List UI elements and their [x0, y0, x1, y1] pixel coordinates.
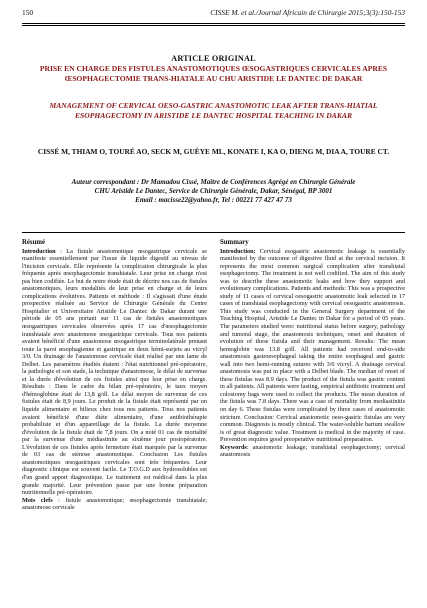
- correspondence-contact: Email : macisse22@yahoo.fr, Tel : 00221 77 427 47 73: [135, 196, 292, 204]
- summary-heading: Summary: [220, 239, 249, 246]
- correspondence-author: Auteur correspondant : Dr Mamadou Cissé, Maître de Conférences Agrégé en Chirurgie Générale: [71, 178, 356, 186]
- title-english: MANAGEMENT OF CERVICAL OESO-GASTRIC ANASTOMOTIC LEAK AFTER TRANS-HIATIAL ESOPHAGECTOMY IN ARISTIDE LE DANTEC HOSPITAL TEACHING IN DAKAR: [49, 101, 378, 120]
- correspondence-address: CHU Aristide Le Dantec, Service de Chirurgie Générale, Dakar, Sénégal, BP 3001: [94, 187, 333, 195]
- header-rule-bottom: [22, 25, 405, 26]
- summary-text: Cervical esogastric anastomotic leakage is essentially manifested by the outcome of digestive fluid at the cervical incision. It represents the most common surgical complication after transhiatal esophagectomy. The treatment is not well codified. The aim of this study was to describe these anastomotic leaks and how they support and evolutionary complications. Patients and methods: This was a prospective study of 11 cases of cervical oesogastric anastomotic leak selected in 17 cases of transhiatal esophagectomy with cervical oesogastric anastomosis. This study was conducted in the General Surgery department of the Teaching Hospital, Aristide Le Dantec in Dakar for a period of 05 years. The parameters studied were: nutritional status before surgery, pathology and tumoral stage, the anastomosis techniques, onset and duration of evolution of these fistula and their management. Results: The mean hemoglobin was 13.8 g/dl. All patients had received end-to-side anastomosis gastroesophageal taking the entire esophageal and gastric wall into two hemi-running sutures with 3/0 vicryl. A drainage cervical anastomosis was put in place with a Delbet blade. The median of onset of these fistulas was 8.9 days. The product of the fistula was gastric content in all patients. All patients were fasting, empirical antibiotic treatment and colostomy bags were used to collect the products. The mean duration of the fistula was 7.8 days. There was a case of mortality from mediastinitis on day 6. These fistulas were complicated by three cases of anastomotic stricture. Conclusion: Cervical anastomotic oeso-gastric fistulas are very common. Diagnosis is mostly clinical. The water-soluble barium swallow is of great diagnostic value. Treatment is medical in the majority of case. Prevention requires good preoperative nutritional preparation.: [220, 247, 405, 444]
- correspondence-block: [22, 178, 405, 205]
- summary-body: [220, 248, 405, 444]
- article-type: ARTICLE ORIGINAL: [171, 54, 256, 63]
- resume-heading: Résumé: [22, 239, 46, 246]
- section-divider: [22, 232, 405, 233]
- resume-text: : La fistule anastomotique œsogastrique cervicale se manifeste essentiellement par l'issue de liquide digestif au niveau de l'incision cervicale. Elle représente la complication chirurgicale la plus fréquente après œsophagectomie transhiatale. Leur prise en charge n'est pas bien codifiée. Le but de notre étude était de décrire nos cas de fistules anastomotiques, leurs modalités de leur prise en charge et de leurs complications évolutives. Patients et méthode : Il s'agissait d'une étude prospective réalisée au Service de Chirurgie Générale du Centre Hospitalier et Universitaire Aristide Le Dantec de Dakar durant une période de 05 ans portant sur 11 cas de fistules anastomotiques œsogastriques cervicales observées après 17 cas d'œsophagectomie transhiatale avec anastomose œsogastrique cervicale. Tous nos patients avaient bénéficié d'une anastomose œsogastrique terminolatérale prenant toute la paroi œsophagienne et gastrique en deux hémi-surjets au vicryl 3/0. Un drainage de l'anastomose cervicale était réalisé par une lame de Delbet. Les paramètres étudiés étaient : l'état nutritionnel pré-opératoire, la pathologie et son stade, la technique d'anastomose, le délai de survenue et la durée d'évolution de ces fistules ainsi que leur prise en charge. Résultats : Dans le cadre du bilan pré-opératoire, le taux moyen d'hémoglobine était de 13,8 g/dl. Le délai moyen de survenue de ces fistules était de 8,9 jours. Le produit de la fistule était représenté par un liquide alimentaire et bilieux chez tous nos patients. Tous nos patients avaient bénéficié d'une diète alimentaire, d'une antibiothérapie probabiliste et d'un appareillage de la fistule. La durée moyenne d'évolution de la fistule était de 7,8 jours. On a noté 01 cas de mortalité par la survenue d'une médiastinite au sixième jour postopératoire. L'évolution de ces fistules après fermeture était marquée par la survenue de 03 cas de sténose anastomotique. Conclusion Les fistules anastomotiques œsogastriques cervicales sont très fréquentes. Leur diagnostic clinique est souvent facile. Le T.O.G.D aux hydrosolubles est d'un grand apport diagnostique. Le traitement est médical dans la plus grande majorité. Leur prévention passe par une bonne préparation nutritionnelle pré-opératoire.: [22, 247, 207, 497]
- abstract-columns: [22, 239, 405, 604]
- resume-keywords-text: : fistule anastomotique; œsophagectomie transhiatale; anastomose cervicale: [22, 496, 207, 512]
- summary-keywords: [220, 444, 405, 459]
- header-rule-top: [22, 23, 405, 24]
- summary-keywords-label: Keywords: [220, 443, 247, 451]
- resume-keywords-label: Mots clefs: [22, 496, 53, 504]
- summary-intro-label: Introduction:: [220, 247, 256, 255]
- resume-intro-label: Introduction: [22, 247, 56, 255]
- resume-keywords: [22, 497, 207, 512]
- page-number: 150: [22, 8, 34, 17]
- resume-body: [22, 248, 207, 497]
- resume-column: [22, 239, 207, 512]
- summary-keywords-text: : anastomotic leakage; transhiatal esophagectomy; cervical anastomosis: [220, 443, 405, 459]
- journal-citation: CISSE M. et al./Journal Africain de Chirurgie 2015;3(3):150-153: [210, 8, 405, 17]
- summary-column: [220, 239, 405, 459]
- running-header: [22, 8, 405, 22]
- title-french: PRISE EN CHARGE DES FISTULES ANASTOMOTIQUES ŒSOGASTRIQUES CERVICALES APRES ŒSOPHAGECTOMIE TRANS-HIATALE AU CHU ARISTIDE LE DANTEC DE DAKAR: [39, 64, 388, 83]
- author-list: CISSÉ M, THIAM O, TOURÉ AO, SECK M, GUÈYE ML, KONATE I, KA O, DIENG M, DIA A, TOURE CT.: [37, 147, 390, 156]
